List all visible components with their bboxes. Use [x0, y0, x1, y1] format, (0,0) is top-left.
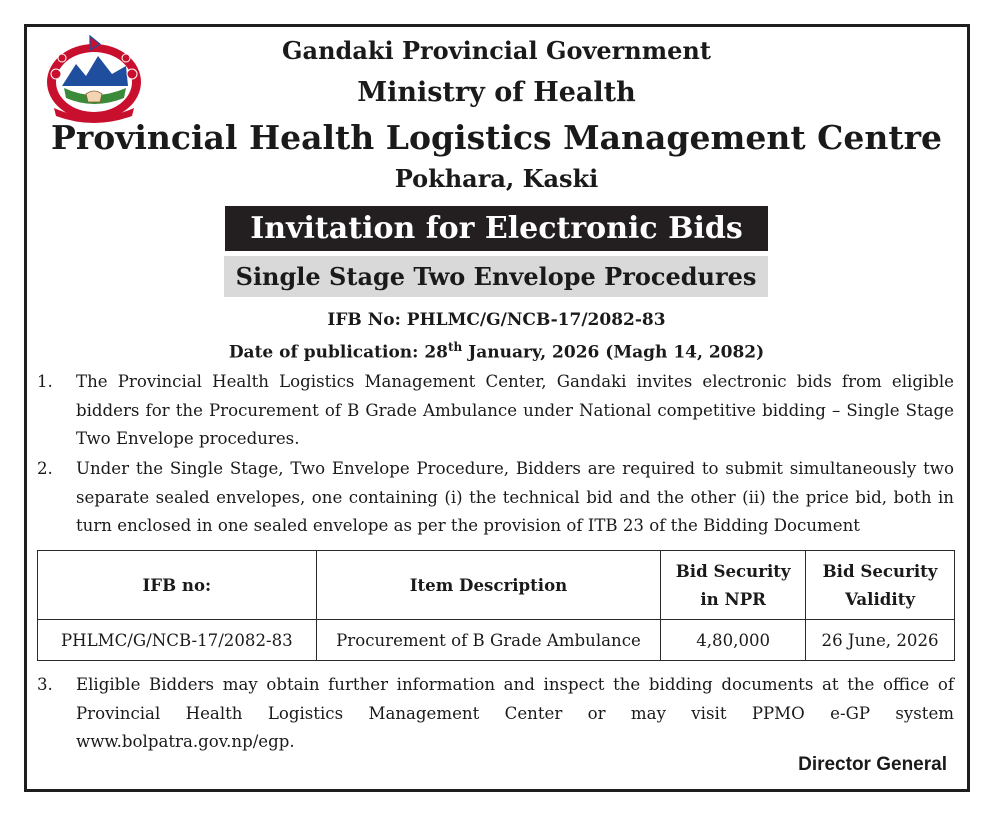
- paragraph-3-number: 3.: [37, 675, 53, 694]
- paragraph-3-main: Eligible Bidders may obtain further information and inspect the bidding documents at the office of Provincial Health Logistics Management Center or may visit PPMO e-GP system: [76, 675, 954, 723]
- publication-date-prefix: Date of publication: 28: [228, 342, 449, 363]
- office-location: Pokhara, Kaski: [394, 164, 599, 193]
- signature-title: Director General: [798, 754, 947, 775]
- centre-name: Provincial Health Logistics Management Centre: [51, 118, 942, 157]
- paragraph-1-number: 1.: [37, 372, 53, 391]
- ministry-name: Ministry of Health: [357, 77, 636, 108]
- header-validity-line2: Validity: [845, 589, 916, 609]
- ifb-number: IFB No: PHLMC/G/NCB-17/2082-83: [327, 310, 666, 330]
- table-row: [38, 620, 955, 661]
- egp-url: www.bolpatra.gov.np/egp.: [76, 732, 295, 751]
- cell-ifb-no: PHLMC/G/NCB-17/2082-83: [38, 620, 317, 661]
- paragraph-3-text: [76, 671, 954, 757]
- header-bid-security: [661, 551, 806, 620]
- publication-date-suffix-sup: th: [448, 340, 463, 354]
- header-bid-security-line2: in NPR: [700, 589, 766, 609]
- publication-date: [0, 340, 993, 363]
- notice-title: Invitation for Electronic Bids: [225, 206, 768, 251]
- header-item-description: Item Description: [316, 551, 661, 620]
- bid-table-header-row: [38, 551, 955, 620]
- government-name: Gandaki Provincial Government: [282, 36, 711, 65]
- header-ifb-no: IFB no:: [38, 551, 317, 620]
- bid-table: [37, 550, 955, 661]
- cell-item-description: Procurement of B Grade Ambulance: [316, 620, 661, 661]
- cell-bid-validity: 26 June, 2026: [806, 620, 955, 661]
- paragraph-2-text: Under the Single Stage, Two Envelope Procedure, Bidders are required to submit simultaneously two separate sealed envelopes, one containing (i) the technical bid and the other (ii) the price bid, both in turn enclosed in one sealed envelope as per the provision of ITB 23 of the Bidding Document: [76, 459, 954, 535]
- header-validity-line1: Bid Security: [822, 561, 938, 581]
- paragraph-1-text: The Provincial Health Logistics Management Center, Gandaki invites electronic bids from eligible bidders for the Procurement of B Grade Ambulance under National competitive bidding – Single Stage Two Envelope procedures.: [76, 372, 954, 448]
- publication-date-rest: January, 2026 (Magh 14, 2082): [462, 342, 765, 363]
- cell-bid-security: 4,80,000: [661, 620, 806, 661]
- header-bid-security-validity: [806, 551, 955, 620]
- paragraph-2-number: 2.: [37, 459, 53, 478]
- header-bid-security-line1: Bid Security: [675, 561, 791, 581]
- notice-subtitle: Single Stage Two Envelope Procedures: [224, 256, 768, 297]
